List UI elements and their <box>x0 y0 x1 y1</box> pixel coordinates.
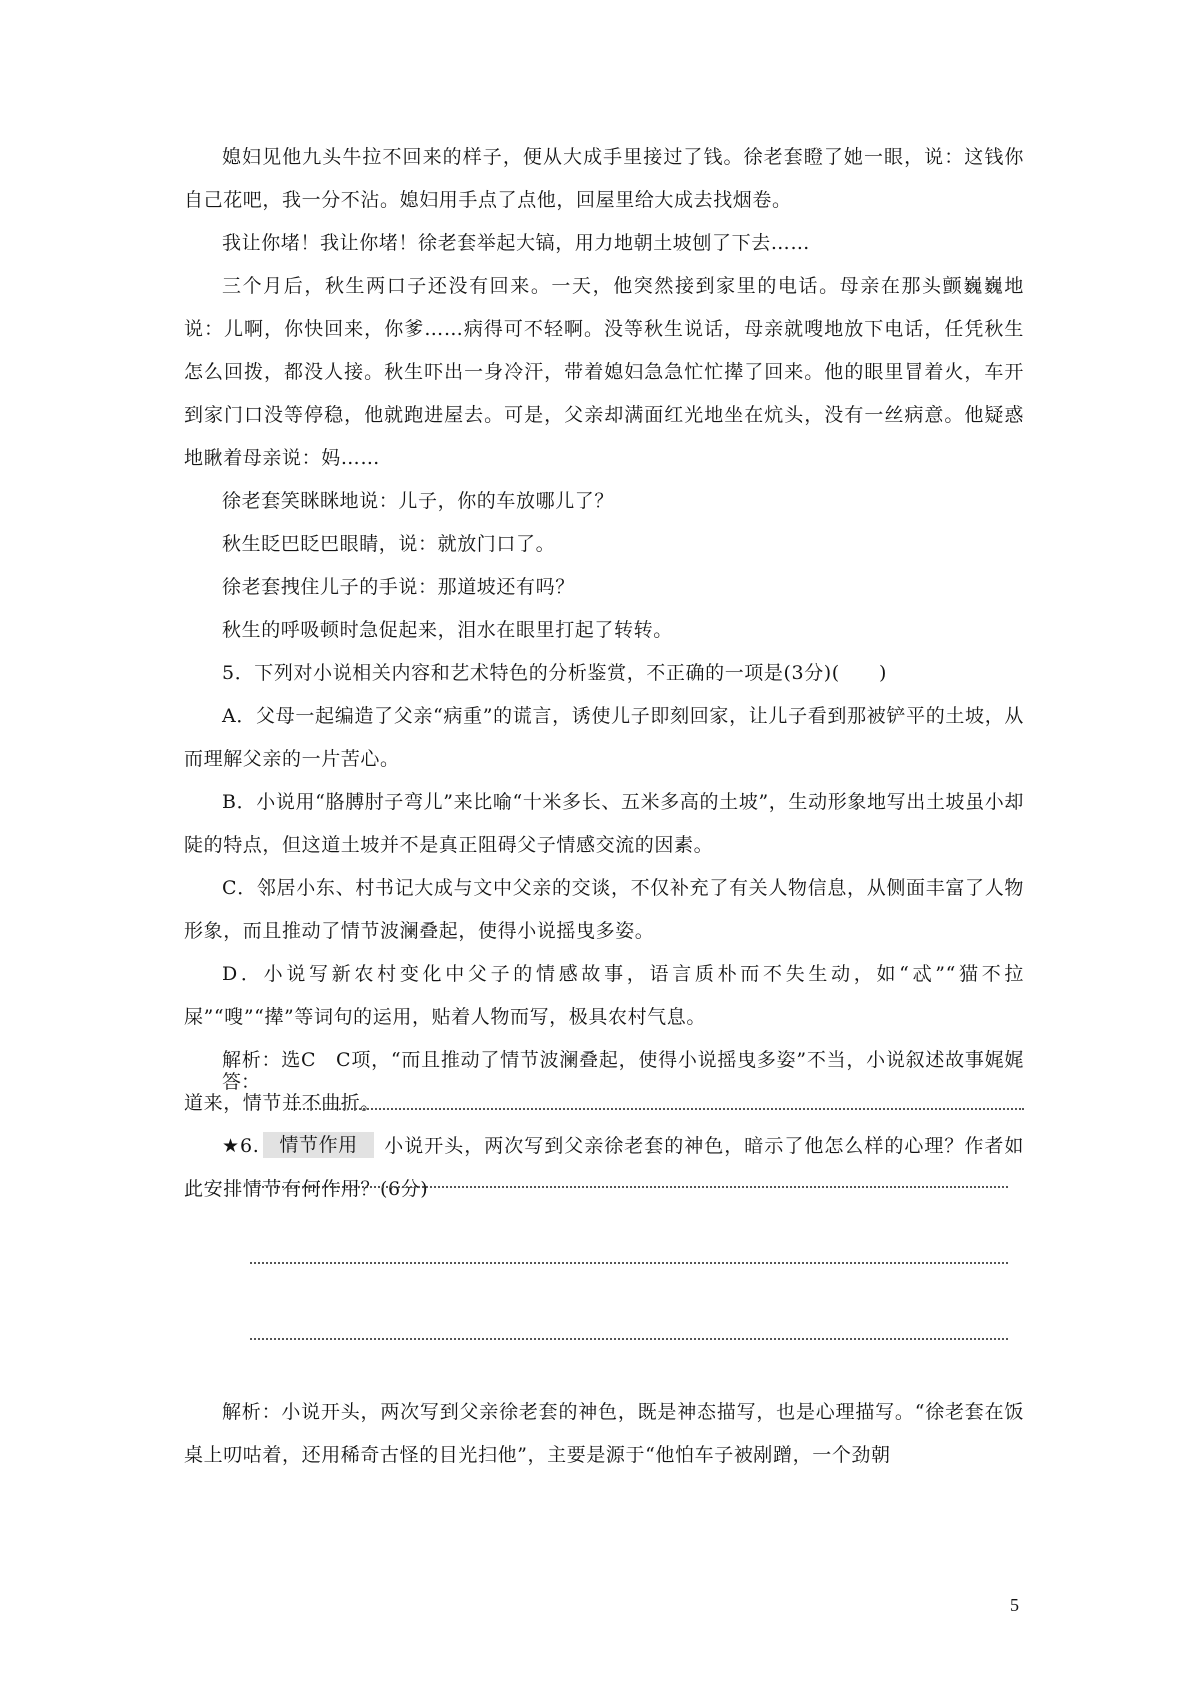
page-number: 5 <box>1010 1595 1019 1615</box>
paragraph-6: 徐老套拽住儿子的手说：那道坡还有吗？ <box>222 576 575 598</box>
paragraph-1: 媳妇见他九头牛拉不回来的样子，便从大成手里接过了钱。徐老套瞪了她一眼，说：这钱你自己花吧，我一分不沾。媳妇用手点了点他，回屋里给大成去找烟卷。 <box>184 146 1024 211</box>
question-5-option-b: B．小说用“胳膊肘子弯儿”来比喻“十米多长、五米多高的土坡”，生动形象地写出土坡虽小却陡的特点，但这道土坡并不是真正阻碍父子情感交流的因素。 <box>184 791 1024 856</box>
answer-line[interactable] <box>250 1338 1008 1340</box>
paragraph-2: 我让你堵！我让你堵！徐老套举起大镐，用力地朝土坡刨了下去…… <box>222 232 811 254</box>
question-6-stem: 小说开头，两次写到父亲徐老套的神色，暗示了他怎么样的心理？作者如此安排情节有何作用？(6分) <box>184 1135 1024 1200</box>
answer-label: 答： <box>222 1071 261 1093</box>
paragraph-5: 秋生眨巴眨巴眼睛，说：就放门口了。 <box>222 533 556 555</box>
question-6-prefix: ★6. <box>222 1135 260 1157</box>
answer-line[interactable] <box>250 1262 1008 1264</box>
question-5-option-c: C．邻居小东、村书记大成与文中父亲的交谈，不仅补充了有关人物信息，从侧面丰富了人物形象，而且推动了情节波澜叠起，使得小说摇曳多姿。 <box>184 877 1024 942</box>
paragraph-3: 三个月后，秋生两口子还没有回来。一天，他突然接到家里的电话。母亲在那头颤巍巍地说：儿啊，你快回来，你爹……病得可不轻啊。没等秋生说话，母亲就嗖地放下电话，任凭秋生怎么回拨，都没人接。秋生吓出一身冷汗，带着媳妇急急忙忙撵了回来。他的眼里冒着火，车开到家门口没等停稳，他就跑进屋去。可是，父亲却满面红光地坐在炕头，没有一丝病意。他疑惑地瞅着母亲说：妈…… <box>184 275 1024 469</box>
answer-line[interactable] <box>288 1108 1024 1110</box>
paragraph-7: 秋生的呼吸顿时急促起来，泪水在眼里打起了转转。 <box>222 619 673 641</box>
question-5-option-d: D．小说写新农村变化中父子的情感故事，语言质朴而不失生动，如“忒”“猫不拉屎”“嗖”“撵”等词句的运用，贴着人物而写，极具农村气息。 <box>184 963 1024 1028</box>
question-5-option-a: A．父母一起编造了父亲“病重”的谎言，诱使儿子即刻回家，让儿子看到那被铲平的土坡，从而理解父亲的一片苦心。 <box>184 705 1024 770</box>
paragraph-4: 徐老套笑眯眯地说：儿子，你的车放哪儿了？ <box>222 490 615 512</box>
answer-area[interactable] <box>184 0 1024 1698</box>
question-6-tag: 情节作用 <box>263 1132 373 1158</box>
question-6-analysis: 解析：小说开头，两次写到父亲徐老套的神色，既是神态描写，也是心理描写。“徐老套在饭桌上叨咕着，还用稀奇古怪的目光扫他”，主要是源于“他怕车子被剐蹭，一个劲朝 <box>184 1401 1024 1466</box>
answer-line[interactable] <box>250 1186 1008 1188</box>
question-5-analysis: 解析：选C C项，“而且推动了情节波澜叠起，使得小说摇曳多姿”不当，小说叙述故事娓娓道来，情节并不曲折。 <box>184 1049 1024 1114</box>
question-5-stem: 5．下列对小说相关内容和艺术特色的分析鉴赏，不正确的一项是(3分)( ) <box>222 662 888 684</box>
